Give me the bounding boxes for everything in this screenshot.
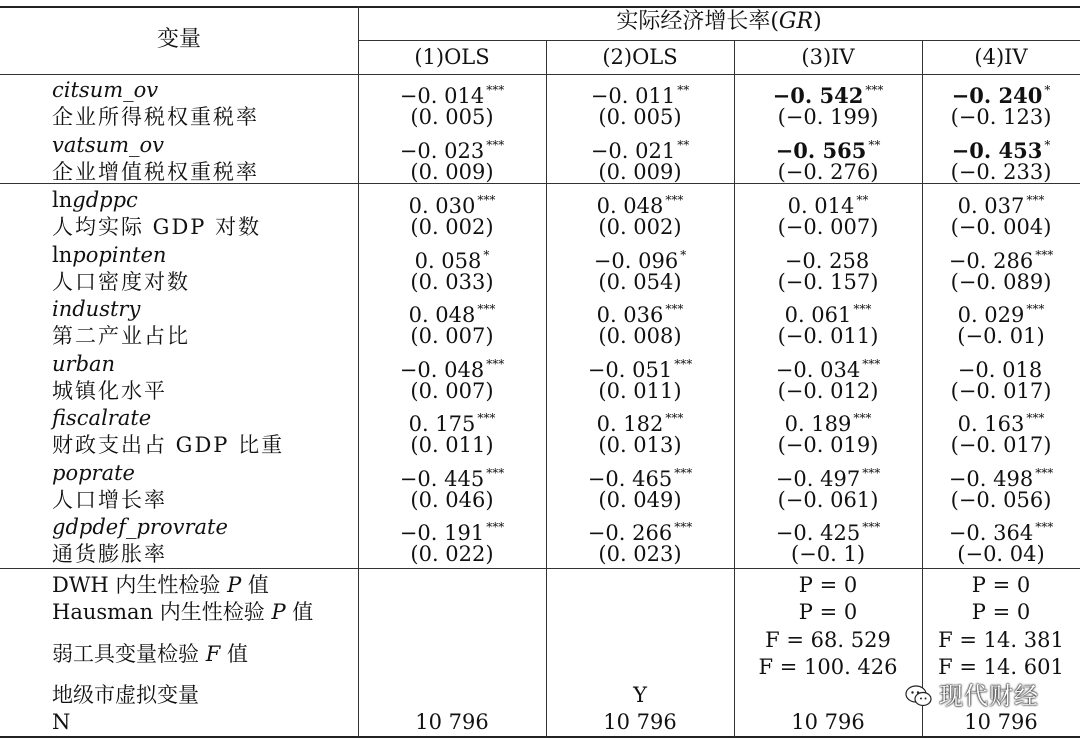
standard-error: (−0. 012) [777,378,879,403]
variable-description: 第二产业占比 [52,324,190,348]
coefficient-value: 0. 030 [408,194,476,218]
weak-iv-value: F = 14. 381 [938,628,1064,652]
n-label: N [52,710,71,734]
standard-error: (0. 013) [598,433,682,457]
significance-stars: *** [674,520,693,534]
standard-error: (0. 022) [410,542,494,566]
n-value: 10 796 [964,710,1038,734]
coefficient-value: −0. 048 [399,357,485,382]
variable-description: 城镇化水平 [52,378,167,403]
variable-code: gdppc [72,188,138,212]
significance-stars: *** [1026,193,1045,207]
coefficient-value: −0. 034 [775,357,861,382]
variable-description: 财政支出占 GDP 比重 [52,433,285,457]
coefficient-value: 0. 189 [784,412,852,436]
significance-stars: *** [477,302,496,316]
variable-prefix: ln [52,188,73,212]
significance-stars: ** [856,193,869,207]
standard-error: (−0. 017) [950,433,1052,457]
variable-code: poprate [52,460,135,485]
dwh-value: P = 0 [971,573,1031,597]
significance-stars: * [1044,83,1051,97]
bottom-rule [0,736,1080,738]
weak-iv-value: F = 14. 601 [938,655,1064,679]
standard-error: (0. 009) [410,159,494,184]
standard-error: (−0. 004) [950,215,1052,239]
variable-name [52,77,158,104]
column-header: (1)OLS [414,45,490,69]
coefficient-value: −0. 240 [951,83,1043,108]
significance-stars: *** [674,465,693,480]
coefficient-value: −0. 286 [948,248,1034,273]
significance-stars: *** [1035,247,1054,262]
variable-code: vatsum_ov [52,132,165,157]
coefficient-value: −0. 018 [957,357,1043,382]
standard-error: (0. 033) [410,269,494,294]
variable-code: gdpdef_provrate [52,515,228,539]
coefficient-value: 0. 036 [596,303,664,327]
variable-code: fiscalrate [52,406,152,430]
coefficient-value: 0. 048 [408,303,476,327]
standard-error: (0. 054) [598,269,682,294]
controls-block-rule [0,568,1080,569]
significance-stars: *** [674,356,693,371]
significance-stars: * [680,247,687,262]
variable-name [52,296,140,323]
n-value: 10 796 [415,710,489,734]
column-header: (2)OLS [602,45,678,69]
column-header: (3)IV [801,45,855,69]
column-header: (4)IV [974,45,1028,69]
significance-stars: *** [862,465,881,480]
significance-stars: *** [486,356,505,371]
watermark: 现代财经 [905,676,1039,711]
standard-error: (0. 007) [410,324,494,348]
standard-error: (−0. 157) [777,269,879,294]
standard-error: (−0. 089) [950,269,1052,294]
coefficient-value: 0. 163 [957,412,1025,436]
variable-name [52,132,164,159]
significance-stars: *** [853,302,872,316]
variable-name [52,187,138,214]
significance-stars: *** [1035,465,1054,480]
standard-error: (−0. 056) [950,487,1052,512]
standard-error: (−0. 233) [950,159,1052,184]
hausman-value: P = 0 [971,600,1031,624]
significance-stars: *** [865,83,884,97]
standard-error: (−0. 011) [777,324,879,348]
coefficient-value: −0. 565 [775,137,867,163]
standard-error: (0. 049) [598,487,682,512]
variable-prefix: ln [52,242,73,267]
variable-name [52,514,228,541]
coefficient-value: 0. 061 [784,303,852,327]
variable-description: 人口密度对数 [52,269,190,294]
significance-stars: *** [1035,520,1054,534]
coefficient-value: −0. 096 [593,248,679,273]
standard-error: (−0. 1) [790,542,866,566]
variable-code: industry [52,297,141,321]
significance-stars: *** [477,193,496,207]
standard-error: (0. 011) [410,433,494,457]
variable-description: 通货膨胀率 [52,542,167,566]
standard-error: (−0. 199) [777,105,879,129]
significance-stars: *** [665,193,684,207]
header-bottom-rule [0,74,1080,75]
standard-error: (−0. 017) [950,378,1052,403]
standard-error: (−0. 01) [957,324,1045,348]
standard-error: (0. 008) [598,324,682,348]
variable-name [52,460,135,487]
significance-stars: *** [1026,302,1045,316]
standard-error: (−0. 276) [777,159,879,184]
group-header: 实际经济增长率(GR) [616,9,822,34]
variable-code: urban [52,351,116,376]
hausman-value: P = 0 [798,600,858,624]
significance-stars: *** [665,302,684,316]
variable-description: 企业所得税权重税率 [52,105,259,129]
coefficient-value: 0. 182 [596,412,664,436]
coefficient-value: −0. 497 [775,466,861,491]
group-header-rule [358,40,1080,41]
significance-stars: *** [486,83,505,97]
variable-description: 人均实际 GDP 对数 [52,215,262,239]
dwh-value: P = 0 [798,573,858,597]
coefficient-value: −0. 266 [587,521,673,545]
coefficient-value: −0. 425 [775,521,861,545]
variable-code: popinten [72,242,167,267]
n-value: 10 796 [603,710,677,734]
standard-error: (0. 009) [598,159,682,184]
coefficient-value: −0. 191 [399,521,485,545]
coefficient-value: −0. 011 [590,84,676,108]
significance-stars: * [483,247,490,262]
coefficient-value: −0. 542 [772,83,864,108]
variable-description: 人口增长率 [52,487,167,512]
variable-name [52,405,151,432]
standard-error: (−0. 04) [957,542,1045,566]
variable-name [52,351,115,378]
hausman-label: Hausman 内生性检验 P 值 [52,600,314,624]
significance-stars: *** [862,356,881,371]
dwh-label: DWH 内生性检验 P 值 [52,573,269,597]
weak-iv-value: F = 100. 426 [758,655,898,679]
significance-stars: *** [486,465,505,480]
standard-error: (0. 007) [410,378,494,403]
coefficient-value: −0. 021 [590,138,676,163]
coefficient-value: −0. 453 [951,137,1043,163]
weak-iv-value: F = 68. 529 [765,628,891,652]
significance-stars: ** [868,137,881,152]
standard-error: (0. 046) [410,487,494,512]
coefficient-value: −0. 364 [948,521,1034,545]
coefficient-value: 0. 058 [414,248,482,273]
standard-error: (0. 002) [410,215,494,239]
significance-stars: * [1044,137,1051,152]
standard-error: (0. 005) [410,105,494,129]
wechat-icon [905,685,933,707]
coefficient-value: −0. 258 [784,248,870,273]
city-dummy-label: 地级市虚拟变量 [52,683,199,707]
city-dummy-value: Y [633,683,647,707]
standard-error: (0. 002) [598,215,682,239]
coefficient-value: −0. 051 [587,357,673,382]
standard-error: (0. 023) [598,542,682,566]
significance-stars: *** [862,520,881,534]
standard-error: (−0. 007) [777,215,879,239]
variable-code: citsum_ov [52,78,159,102]
n-value: 10 796 [791,710,865,734]
standard-error: (0. 011) [598,378,682,403]
coefficient-value: 0. 014 [787,194,855,218]
coefficient-value: 0. 175 [408,412,476,436]
significance-stars: ** [677,83,690,97]
coefficient-value: −0. 445 [399,466,485,491]
significance-stars: *** [486,137,505,152]
standard-error: (−0. 123) [950,105,1052,129]
coefficient-value: −0. 465 [587,466,673,491]
coefficient-value: 0. 037 [957,194,1025,218]
variable-header: 变量 [156,27,201,52]
variable-name [52,242,166,269]
significance-stars: *** [477,411,496,425]
significance-stars: *** [486,520,505,534]
significance-stars: *** [665,411,684,425]
significance-stars: *** [853,411,872,425]
standard-error: (−0. 019) [777,433,879,457]
coefficient-value: −0. 023 [399,138,485,163]
weak-iv-label: 弱工具变量检验 F 值 [52,642,248,666]
coefficient-value: −0. 014 [399,84,485,108]
variable-description: 企业增值税权重税率 [52,159,259,184]
coefficient-value: 0. 029 [957,303,1025,327]
significance-stars: *** [1026,411,1045,425]
standard-error: (0. 005) [598,105,682,129]
standard-error: (−0. 061) [777,487,879,512]
coefficient-value: −0. 498 [948,466,1034,491]
coefficient-value: 0. 048 [596,194,664,218]
significance-stars: ** [677,137,690,152]
